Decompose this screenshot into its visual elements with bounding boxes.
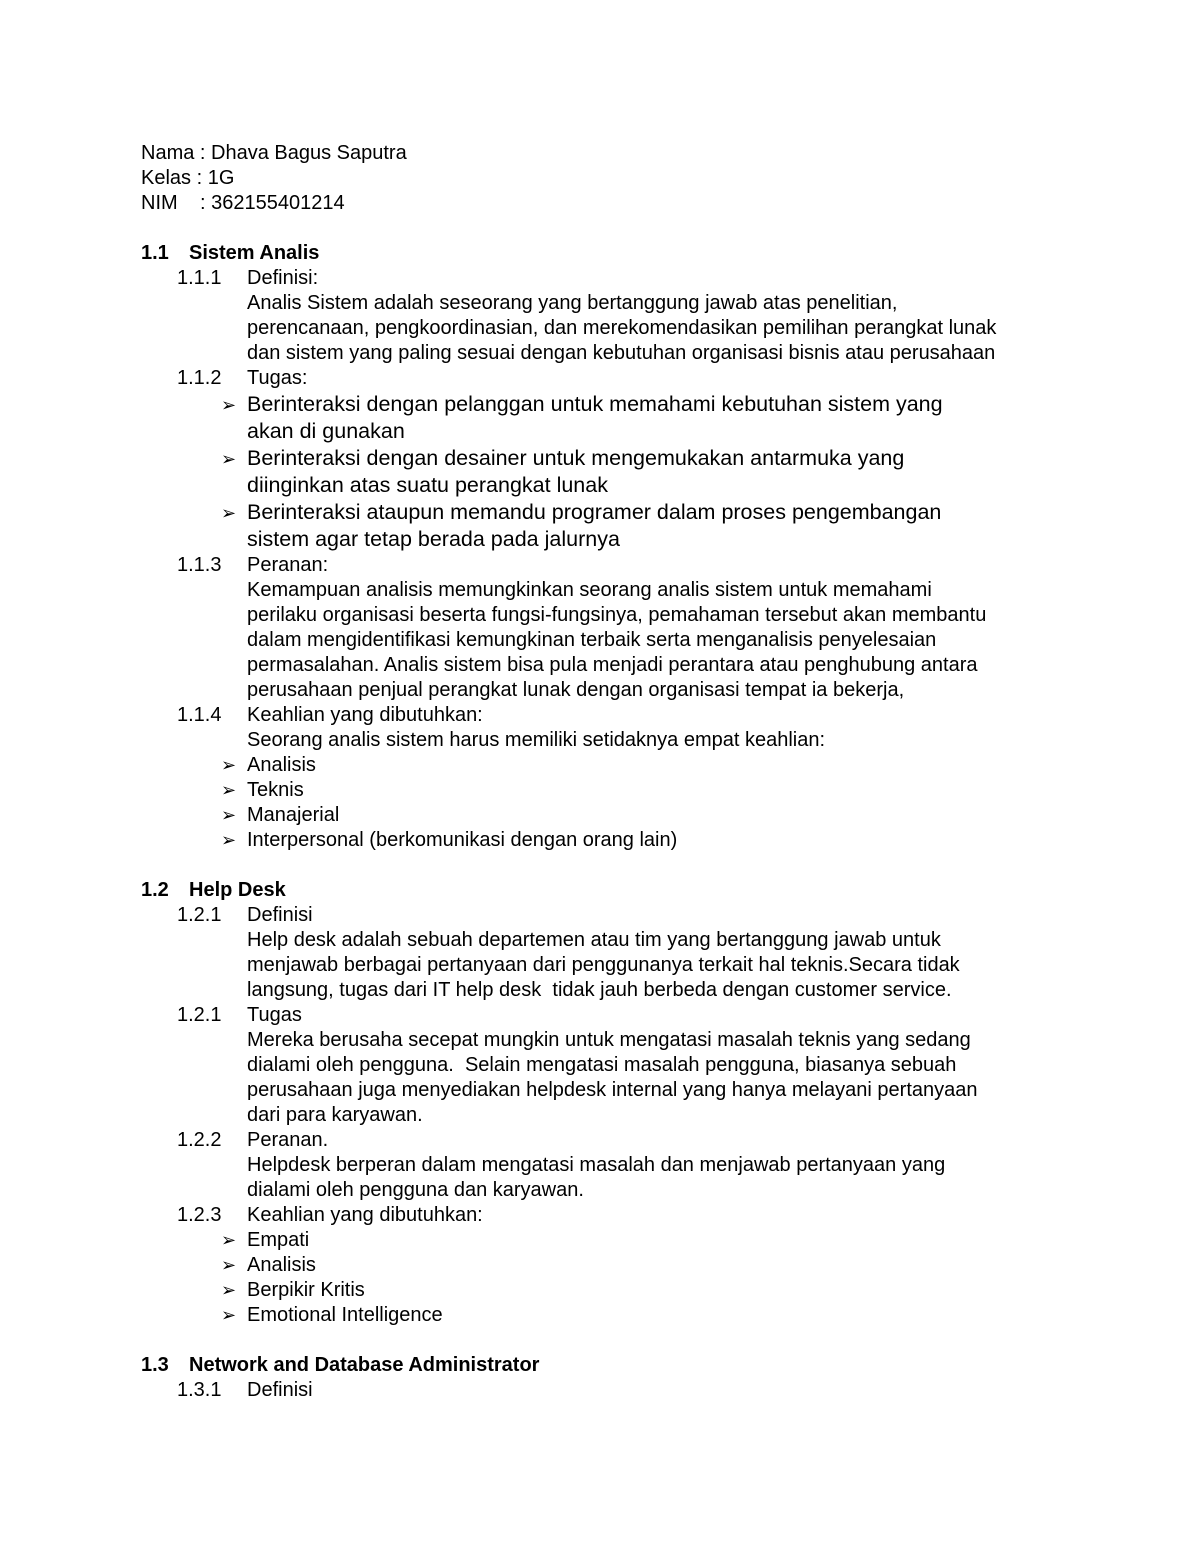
- subsection-heading-1-1-4: 1.1.4 Keahlian yang dibutuhkan:: [177, 704, 483, 726]
- bullet-arrow-icon: ➢: [221, 805, 237, 825]
- list-item-continuation: diinginkan atas suatu perangkat lunak: [247, 473, 608, 497]
- bullet-arrow-icon: ➢: [221, 395, 237, 415]
- paragraph-line: perusahaan juga menyediakan helpdesk internal yang hanya melayani pertanyaan: [247, 1079, 978, 1101]
- nim-value: : 362155401214: [200, 192, 345, 214]
- paragraph-line: menjawab berbagai pertanyaan dari penggunanya terkait hal teknis.Secara tidak: [247, 954, 960, 976]
- paragraph-line: dialami oleh pengguna dan karyawan.: [247, 1179, 584, 1201]
- subsection-heading-1-2-1: 1.2.1 Definisi: [177, 904, 313, 926]
- list-item-continuation: akan di gunakan: [247, 419, 405, 443]
- bullet-arrow-icon: ➢: [221, 1255, 237, 1275]
- paragraph-line: perencanaan, pengkoordinasian, dan merekomendasikan pemilihan perangkat lunak: [247, 317, 997, 339]
- paragraph-line: Helpdesk berperan dalam mengatasi masalah dan menjawab pertanyaan yang: [247, 1154, 946, 1176]
- bullet-arrow-icon: ➢: [221, 780, 237, 800]
- subsection-heading-1-1-3: 1.1.3 Peranan:: [177, 554, 329, 576]
- paragraph-line: Mereka berusaha secepat mungkin untuk mengatasi masalah teknis yang sedang: [247, 1029, 971, 1051]
- paragraph-line: dalam mengidentifikasi kemungkinan terbaik serta menganalisis penyelesaian: [247, 629, 937, 651]
- nim-label: NIM: [141, 192, 178, 214]
- subsection-heading-1-1-2: 1.1.2 Tugas:: [177, 367, 308, 389]
- list-item: ➢ Empati: [221, 1229, 310, 1251]
- list-item: ➢ Berinteraksi dengan pelanggan untuk memahami kebutuhan sistem yang: [141, 391, 1101, 418]
- list-item: ➢ Berpikir Kritis: [221, 1279, 365, 1301]
- subsection-heading-1-2-3: 1.2.3 Keahlian yang dibutuhkan:: [177, 1204, 483, 1226]
- list-item: ➢ Analisis: [221, 754, 316, 776]
- paragraph-line: Help desk adalah sebuah departemen atau tim yang bertanggung jawab untuk: [247, 929, 941, 951]
- list-item: ➢ Analisis: [221, 1254, 316, 1276]
- section-heading-1-2: 1.2 Help Desk: [141, 879, 286, 901]
- list-item: ➢ Berinteraksi dengan desainer untuk mengemukakan antarmuka yang: [141, 445, 1101, 472]
- paragraph-line: langsung, tugas dari IT help desk tidak jauh berbeda dengan customer service.: [247, 979, 952, 1001]
- list-item: ➢ Interpersonal (berkomunikasi dengan orang lain): [221, 829, 678, 851]
- bullet-arrow-icon: ➢: [221, 830, 237, 850]
- student-nim: [141, 191, 1101, 216]
- paragraph-line: perilaku organisasi beserta fungsi-fungsinya, pemahaman tersebut akan membantu: [247, 604, 987, 626]
- list-item: ➢ Berinteraksi ataupun memandu programer dalam proses pengembangan: [141, 499, 1101, 526]
- list-item: ➢ Teknis: [221, 779, 304, 801]
- bullet-arrow-icon: ➢: [221, 755, 237, 775]
- list-item-continuation: sistem agar tetap berada pada jalurnya: [247, 527, 620, 551]
- subsection-heading-1-2-1-tugas: 1.2.1 Tugas: [177, 1004, 302, 1026]
- bullet-arrow-icon: ➢: [221, 503, 237, 523]
- paragraph-line: permasalahan. Analis sistem bisa pula menjadi perantara atau penghubung antara: [247, 654, 978, 676]
- paragraph-line: perusahaan penjual perangkat lunak dengan organisasi tempat ia bekerja,: [247, 679, 905, 701]
- list-item: ➢ Emotional Intelligence: [221, 1304, 443, 1326]
- bullet-arrow-icon: ➢: [221, 1305, 237, 1325]
- paragraph-line: Seorang analis sistem harus memiliki setidaknya empat keahlian:: [247, 729, 826, 751]
- paragraph-line: dialami oleh pengguna. Selain mengatasi masalah pengguna, biasanya sebuah: [247, 1054, 957, 1076]
- paragraph-line: Analis Sistem adalah seseorang yang bertanggung jawab atas penelitian,: [247, 292, 898, 314]
- list-item: ➢ Manajerial: [221, 804, 340, 826]
- paragraph-line: dan sistem yang paling sesuai dengan kebutuhan organisasi bisnis atau perusahaan: [247, 342, 996, 364]
- subsection-heading-1-1-1: 1.1.1 Definisi:: [177, 267, 319, 289]
- bullet-arrow-icon: ➢: [221, 1280, 237, 1300]
- section-heading-1-1: 1.1 Sistem Analis: [141, 242, 320, 264]
- paragraph-line: Kemampuan analisis memungkinkan seorang analis sistem untuk memahami: [247, 579, 932, 601]
- section-heading-1-3: 1.3 Network and Database Administrator: [141, 1354, 540, 1376]
- student-class: Kelas : 1G: [141, 167, 235, 189]
- paragraph-line: dari para karyawan.: [247, 1104, 423, 1126]
- subsection-heading-1-2-2: 1.2.2 Peranan.: [177, 1129, 329, 1151]
- subsection-heading-1-3-1: 1.3.1 Definisi: [177, 1379, 313, 1401]
- bullet-arrow-icon: ➢: [221, 449, 237, 469]
- document-body: [141, 141, 1101, 1403]
- bullet-arrow-icon: ➢: [221, 1230, 237, 1250]
- student-name: Nama : Dhava Bagus Saputra: [141, 142, 407, 164]
